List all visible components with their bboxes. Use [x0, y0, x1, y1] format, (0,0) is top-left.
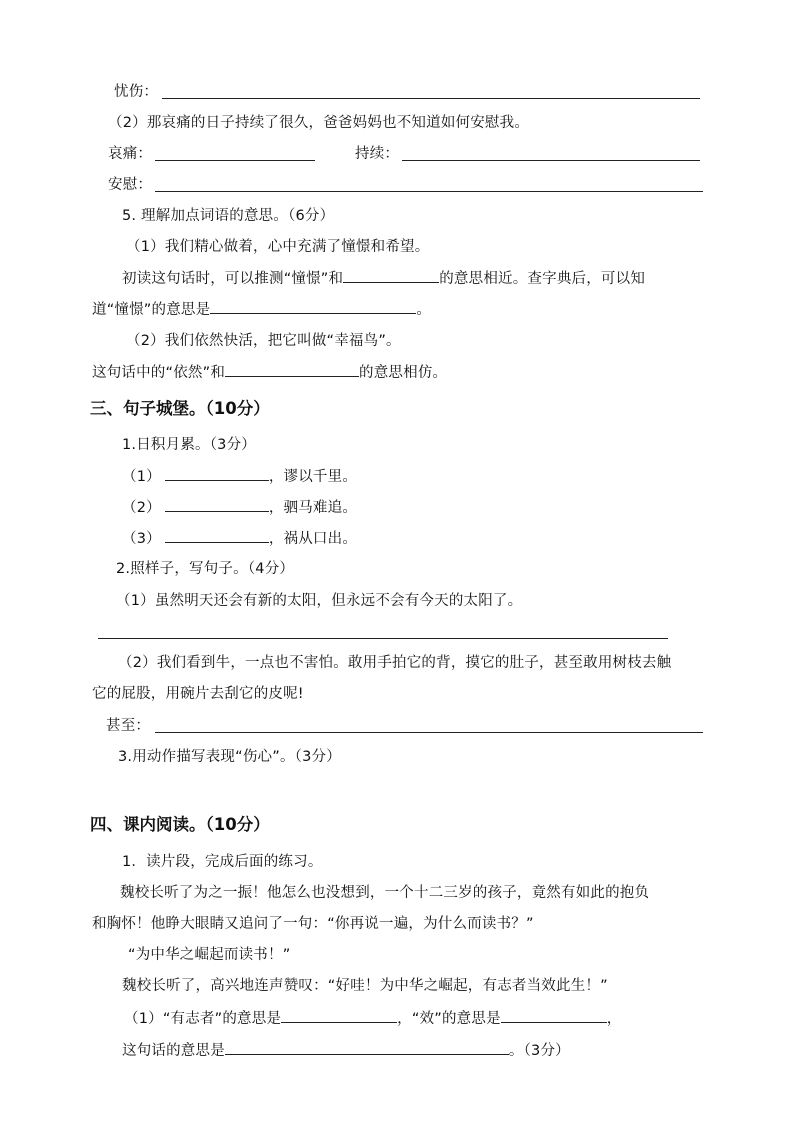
section-3-title: 三、句子城堡。（10分）	[90, 399, 270, 418]
q5-2-blank[interactable]	[225, 361, 359, 377]
shenzhi-label: 甚至：	[106, 718, 151, 734]
s3-q2-1-example: （1）虽然明天还会有新的太阳，但永远不会有今天的太阳了。	[116, 593, 523, 609]
q2-sentence: （2）那哀痛的日子持续了很久，爸爸妈妈也不知道如何安慰我。	[108, 115, 530, 131]
q5-1-blank-meaning[interactable]	[210, 298, 416, 314]
youzhizhe-blank[interactable]	[281, 1007, 397, 1023]
chixu-label: 持续：	[355, 146, 400, 162]
passage-line-1: 魏校长听了为之一振！他怎么也没想到，一个十二三岁的孩子，竟然有如此的抱负	[120, 885, 650, 901]
q5-1-sentence: （1）我们精心做着，心中充满了憧憬和希望。	[126, 239, 430, 255]
s3-q2-1-answer-line[interactable]	[98, 638, 668, 639]
s3-q1-2: （2） ，驷马难追。	[122, 496, 357, 519]
aitong-answer-line[interactable]	[155, 160, 315, 161]
s3-q1-2-blank[interactable]	[165, 496, 269, 512]
s4-sub-q1-line-a: （1）“有志者”的意思是 ，“效”的意思是 ，	[124, 1007, 621, 1030]
passage-line-2: 和胸怀！他睁大眼睛又追问了一句：“你再说一遍，为什么而读书？”	[92, 916, 534, 932]
s3-q2-title: 2.照样子，写句子。（4分）	[116, 561, 295, 577]
s4-sub-q1-line-b: 这句话的意思是 。（3分）	[122, 1039, 570, 1062]
shenzhi-answer-line[interactable]	[155, 732, 703, 733]
sentence-meaning-blank[interactable]	[225, 1039, 509, 1055]
anwei-label: 安慰：	[108, 177, 153, 193]
q5-title: 5. 理解加点词语的意思。（6分）	[122, 208, 335, 224]
passage-line-3: “为中华之崛起而读书！”	[128, 947, 291, 963]
anwei-answer-line[interactable]	[155, 191, 703, 192]
s3-q1-title: 1.日积月累。（3分）	[122, 437, 257, 453]
s3-q1-1-blank[interactable]	[165, 465, 269, 481]
s3-q2-2-line-b: 它的屁股，用碗片去刮它的皮呢!	[92, 686, 304, 702]
q5-1-blank-similar[interactable]	[343, 267, 439, 283]
youshang-label: 忧伤：	[114, 84, 159, 100]
section-4-title: 四、课内阅读。（10分）	[90, 815, 270, 834]
s3-q3-title: 3.用动作描写表现“伤心”。（3分）	[118, 749, 341, 765]
s4-q1-title: 1．读片段，完成后面的练习。	[122, 854, 323, 870]
aitong-label: 哀痛：	[108, 146, 153, 162]
xiao-blank[interactable]	[501, 1007, 607, 1023]
chixu-answer-line[interactable]	[402, 160, 700, 161]
q5-2-line: 这句话中的“依然”和 的意思相仿。	[92, 361, 447, 384]
s3-q1-3: （3） ，祸从口出。	[122, 527, 357, 550]
q5-1-line-b: 道“憧憬”的意思是 。	[92, 298, 431, 321]
s3-q1-3-blank[interactable]	[165, 527, 269, 543]
q5-1-line-a: 初读这句话时，可以推测“憧憬”和 的意思相近。查字典后，可以知	[122, 267, 645, 290]
youshang-answer-line[interactable]	[162, 98, 700, 99]
q5-2-sentence: （2）我们依然快活，把它叫做“幸福鸟”。	[126, 333, 401, 349]
s3-q2-2-line-a: （2）我们看到牛，一点也不害怕。敢用手拍它的背，摸它的肚子，甚至敢用树枝去触	[118, 655, 672, 671]
s3-q1-1: （1） ，谬以千里。	[122, 465, 357, 488]
passage-line-4: 魏校长听了，高兴地连声赞叹：“好哇！为中华之崛起，有志者当效此生！”	[122, 978, 608, 994]
